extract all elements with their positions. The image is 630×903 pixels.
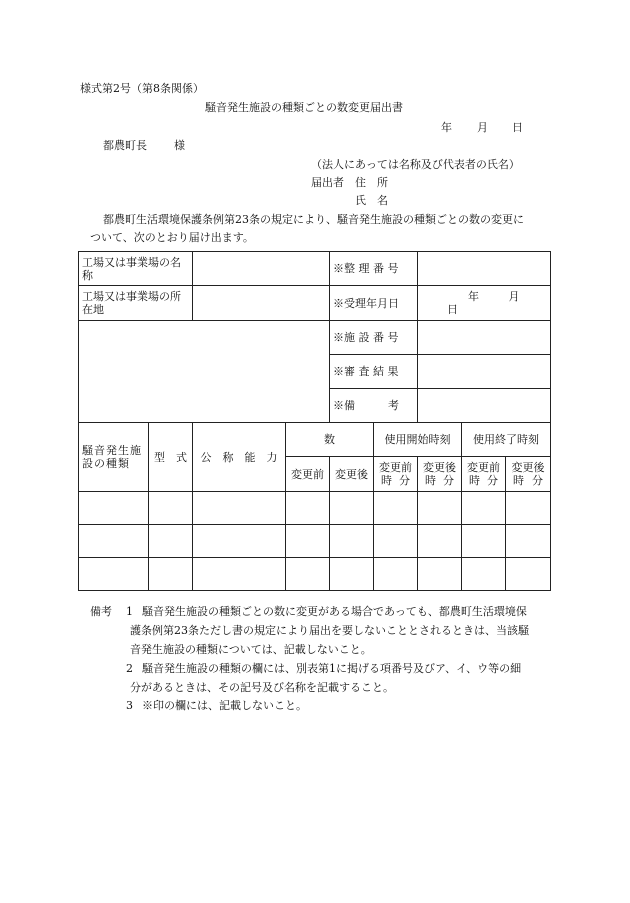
notification-table: [78, 251, 551, 591]
note-3-line-1: ※印の欄には、記載しないこと。: [142, 699, 307, 712]
note-1-line-3: 音発生施設の種類については、記載しないこと。: [130, 643, 372, 656]
note-3-number: 3: [126, 699, 133, 712]
count-after: 変更後: [330, 457, 374, 492]
factory-name-label: 工場又は事業場の名称: [79, 252, 193, 286]
remarks-label: ※備 考: [330, 389, 418, 423]
review-result-field: [418, 355, 551, 389]
start-before-minute: 分: [399, 474, 410, 487]
table-row: [79, 558, 551, 591]
end-after-minute: 分: [532, 474, 544, 487]
remarks-field: [418, 389, 551, 423]
applicant-label: 届出者: [311, 176, 344, 189]
end-after-label: 変更後: [511, 461, 545, 474]
date-year: 年: [441, 121, 452, 134]
date-month: 月: [477, 121, 488, 134]
facility-number-field: [418, 321, 551, 355]
end-before: [462, 457, 506, 492]
table-row: [79, 525, 551, 558]
reg-number-field: [418, 252, 551, 286]
end-before-label: 変更前: [467, 461, 500, 474]
addressee: 都農町長: [103, 139, 147, 152]
statement-line-1: 都農町生活環境保護条例第23条の規定により、騒音発生施設の種類ごとの数の変更に: [103, 213, 524, 226]
col-end-time: 使用終了時刻: [462, 423, 551, 457]
end-after: [506, 457, 551, 492]
col-start-time: 使用開始時刻: [374, 423, 462, 457]
start-before-label: 変更前: [379, 461, 412, 474]
reg-number-label: ※整 理 番 号: [330, 252, 418, 286]
corporation-note: （法人にあっては名称及び代表者の氏名）: [311, 158, 520, 171]
facility-number-label: ※施 設 番 号: [330, 321, 418, 355]
note-2-line-2: 分があるときは、その記号及び名称を記載すること。: [130, 681, 394, 694]
received-date-label: ※受理年月日: [330, 286, 418, 321]
note-1-number: 1: [126, 605, 133, 618]
note-2-number: 2: [126, 662, 133, 675]
addressee-honorific: 様: [174, 139, 185, 152]
count-before: 変更前: [286, 457, 330, 492]
col-count: 数: [286, 423, 374, 457]
received-month: 月: [508, 290, 520, 303]
start-after-minute: 分: [443, 474, 454, 487]
end-before-hour: 時: [469, 474, 480, 487]
note-1-line-1: 騒音発生施設の種類ごとの数に変更がある場合であっても、都農町生活環境保: [142, 605, 527, 618]
received-date-field: [418, 286, 551, 321]
start-after-hour: 時: [425, 474, 436, 487]
start-after: [418, 457, 462, 492]
review-result-label: ※審 査 結 果: [330, 355, 418, 389]
received-day: 日: [447, 303, 458, 316]
form-title: 騒音発生施設の種類ごとの数変更届出書: [205, 101, 403, 114]
notes-heading: 備考: [90, 605, 112, 618]
col-model: 型 式: [149, 423, 193, 492]
col-capacity: 公 称 能 力: [193, 423, 286, 492]
end-after-hour: 時: [513, 474, 524, 487]
note-2-line-1: 騒音発生施設の種類の欄には、別表第1に掲げる項番号及びア、イ、ウ等の細: [142, 662, 522, 675]
note-1-line-2: 護条例第23条ただし書の規定により届出を要しないこととされるときは、当該騒: [130, 624, 529, 637]
name-label: 氏 名: [355, 194, 388, 207]
start-after-label: 変更後: [423, 461, 456, 474]
statement-line-2: ついて、次のとおり届け出ます。: [90, 231, 254, 244]
received-year: 年: [468, 290, 479, 303]
factory-name-field[interactable]: [193, 252, 330, 286]
end-before-minute: 分: [487, 474, 498, 487]
start-before: [374, 457, 418, 492]
date-day: 日: [512, 121, 523, 134]
address-label: 住 所: [355, 176, 388, 189]
factory-location-field[interactable]: [193, 286, 330, 321]
table-row: [79, 492, 551, 525]
factory-location-label: 工場又は事業場の所在地: [79, 286, 193, 321]
start-before-hour: 時: [381, 474, 392, 487]
col-facility-type: 騒音発生施設の種類: [79, 423, 149, 492]
blank-area[interactable]: [79, 321, 330, 423]
form-number: 様式第2号（第8条関係）: [80, 82, 204, 95]
